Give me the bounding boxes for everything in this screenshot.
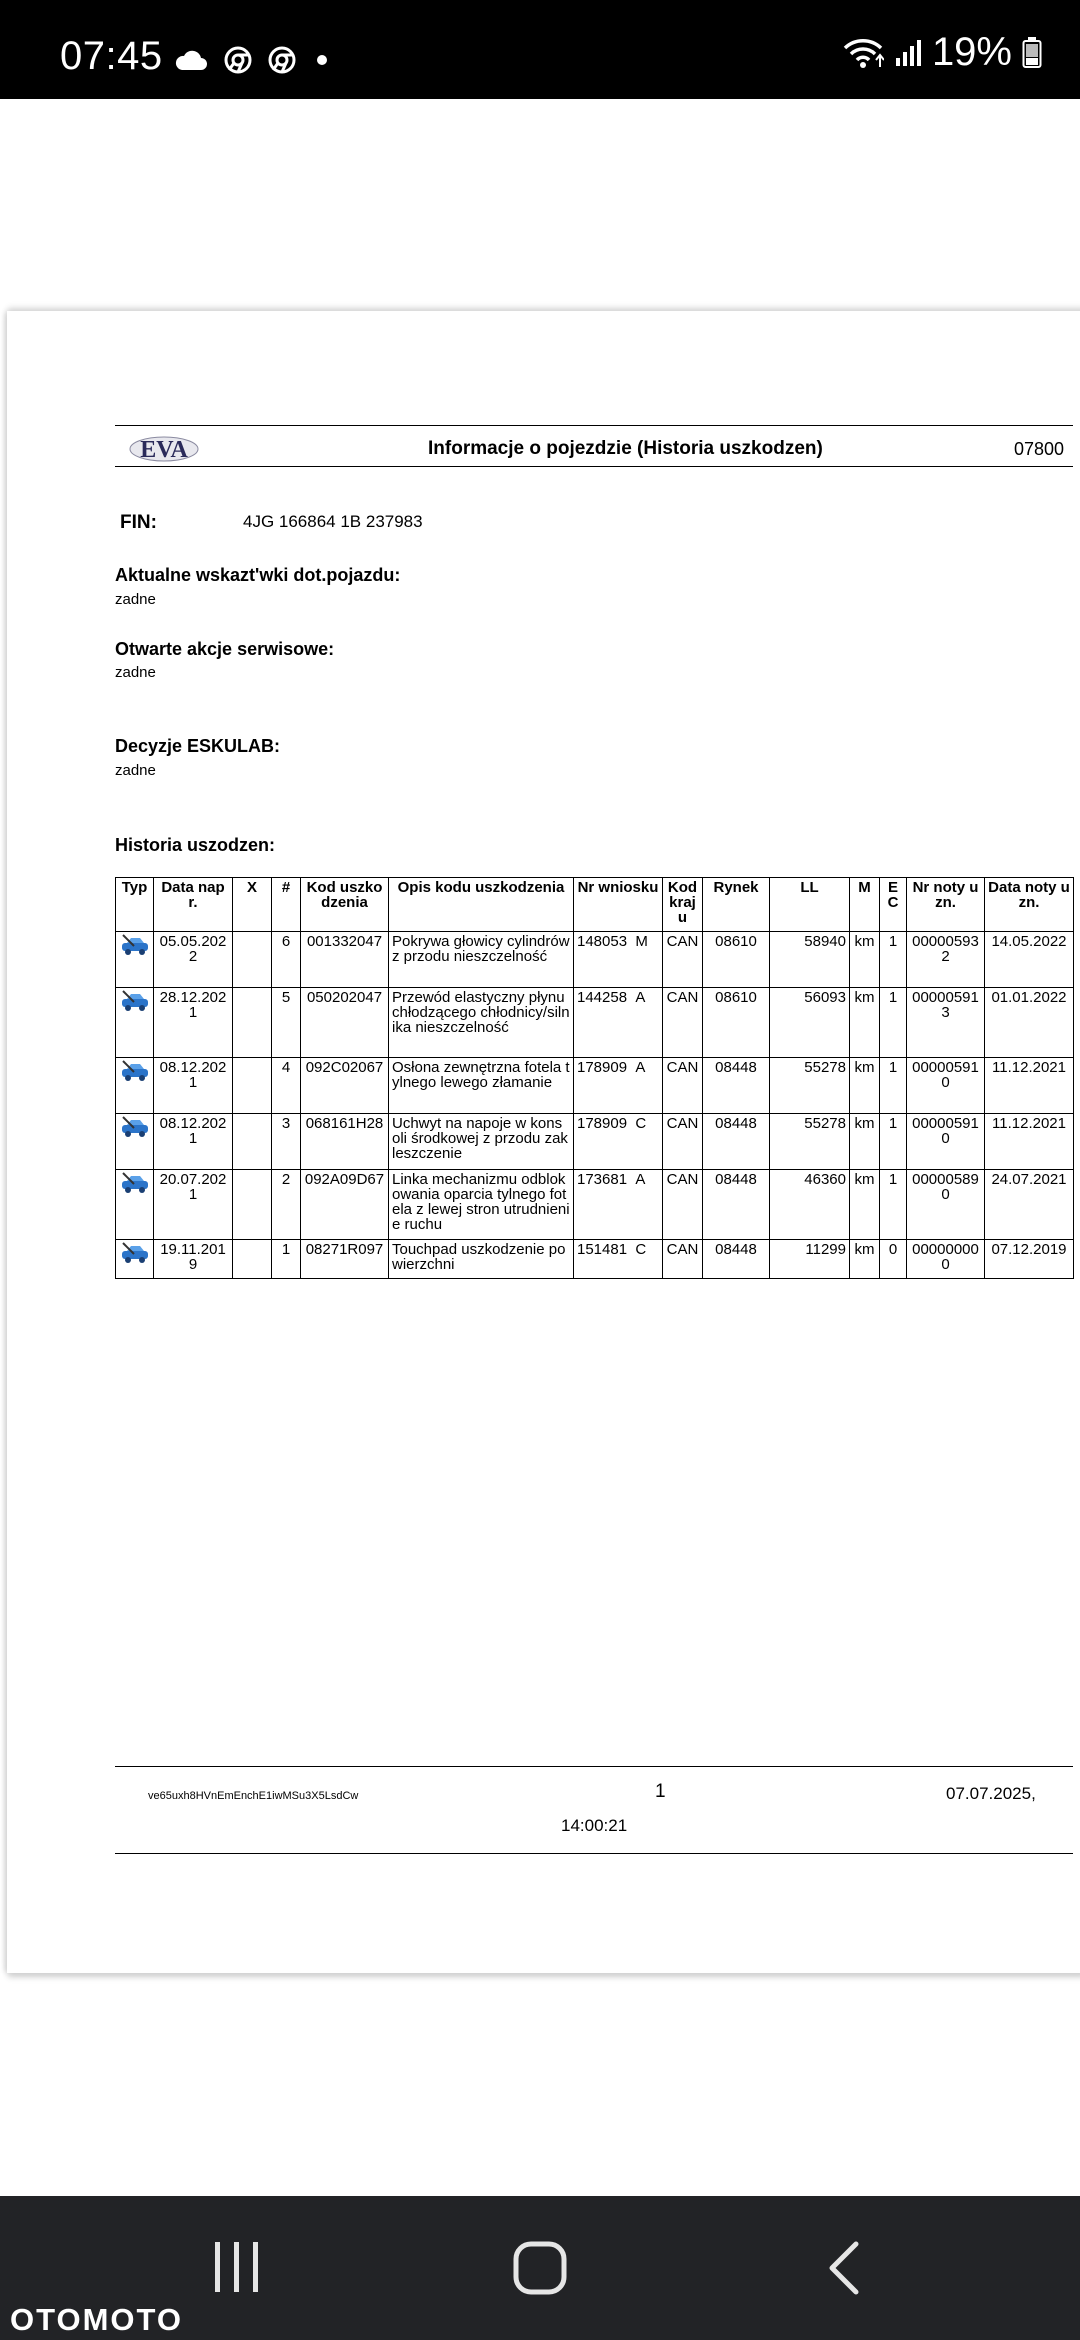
notification-icons — [174, 46, 332, 74]
code-cell: 001332047 — [301, 932, 389, 988]
table-row — [116, 1114, 1074, 1170]
note-date-cell: 11.12.2021 — [985, 1058, 1074, 1114]
fin-label: FIN: — [120, 512, 157, 533]
desc-cell: Uchwyt na napoje w konsoli środkowej z przodu zakleszczenie — [389, 1114, 574, 1170]
back-button[interactable] — [826, 2240, 862, 2296]
car-repair-icon — [120, 1116, 150, 1138]
status-bar — [0, 0, 1080, 99]
col-market: Rynek — [703, 878, 770, 932]
col-code: Kod uszkodzenia — [301, 878, 389, 932]
country-cell: CAN — [663, 1058, 703, 1114]
nr-cell — [574, 1170, 663, 1240]
m-cell: km — [850, 1170, 880, 1240]
car-repair-icon — [120, 934, 150, 956]
num-cell: 1 — [272, 1240, 301, 1279]
footer-page-number: 1 — [655, 1781, 666, 1802]
signal-icon — [894, 38, 922, 68]
col-typ: Typ — [116, 878, 154, 932]
note-date-cell: 14.05.2022 — [985, 932, 1074, 988]
note-date-cell: 24.07.2021 — [985, 1170, 1074, 1240]
x-cell — [233, 1240, 272, 1279]
num-cell: 2 — [272, 1170, 301, 1240]
desc-cell: Przewód elastyczny płynu chłodzącego chłodnicy/silnika nieszczelność — [389, 988, 574, 1058]
note-date-cell: 07.12.2019 — [985, 1240, 1074, 1279]
car-repair-icon — [120, 1060, 150, 1082]
service-actions-value: zadne — [115, 664, 156, 681]
nr-value: 151481 — [577, 1241, 628, 1258]
typ-cell — [116, 1114, 154, 1170]
col-desc: Opis kodu uszkodzenia — [389, 878, 574, 932]
service-actions-label: Otwarte akcje serwisowe: — [115, 639, 335, 659]
col-num: # — [272, 878, 301, 932]
footer-top-rule — [115, 1766, 1073, 1767]
note-cell: 000000000 — [907, 1240, 985, 1279]
nr-suffix: A — [635, 1059, 646, 1076]
ec-cell: 1 — [880, 988, 907, 1058]
code-cell: 068161H28 — [301, 1114, 389, 1170]
ec-cell: 1 — [880, 1114, 907, 1170]
ll-cell: 56093 — [770, 988, 850, 1058]
col-m: M — [850, 878, 880, 932]
note-cell: 000005890 — [907, 1170, 985, 1240]
typ-cell — [116, 1240, 154, 1279]
document-code: 07800 — [1014, 439, 1065, 459]
col-x: X — [233, 878, 272, 932]
col-date: Data napr. — [154, 878, 233, 932]
nr-suffix: A — [635, 989, 646, 1006]
desc-cell: Osłona zewnętrzna fotela tylnego lewego złamanie — [389, 1058, 574, 1114]
nr-value: 173681 — [577, 1171, 628, 1188]
table-row — [116, 988, 1074, 1058]
car-repair-icon — [120, 990, 150, 1012]
table-row — [116, 1240, 1074, 1279]
x-cell — [233, 1170, 272, 1240]
table-row — [116, 932, 1074, 988]
car-repair-icon — [120, 1172, 150, 1194]
desc-cell: Pokrywa głowicy cylindrów z przodu nieszczelność — [389, 932, 574, 988]
nr-suffix: C — [635, 1115, 647, 1132]
col-note: Nr noty uzn. — [907, 878, 985, 932]
date-cell: 05.05.2022 — [154, 932, 233, 988]
note-cell: 000005910 — [907, 1058, 985, 1114]
table-row — [116, 1058, 1074, 1114]
eskulab-label: Decyzje ESKULAB: — [115, 736, 281, 756]
country-cell: CAN — [663, 988, 703, 1058]
note-cell: 000005910 — [907, 1114, 985, 1170]
m-cell: km — [850, 1240, 880, 1279]
footer-bottom-rule — [115, 1853, 1073, 1854]
ll-cell: 46360 — [770, 1170, 850, 1240]
footer-hash: ve65uxh8HVnEmEnchE1iwMSu3X5LsdCw — [148, 1790, 359, 1802]
eva-logo-text: EVA — [140, 437, 188, 463]
code-cell: 08271R097 — [301, 1240, 389, 1279]
col-note-date: Data noty uzn. — [985, 878, 1074, 932]
code-cell: 092C02067 — [301, 1058, 389, 1114]
ll-cell: 55278 — [770, 1114, 850, 1170]
x-cell — [233, 1058, 272, 1114]
typ-cell — [116, 1058, 154, 1114]
otomoto-watermark: OTOMOTO — [10, 2302, 184, 2337]
num-cell: 5 — [272, 988, 301, 1058]
ec-cell: 0 — [880, 1240, 907, 1279]
status-time: 07:45 — [60, 34, 163, 78]
note-cell: 000005932 — [907, 932, 985, 988]
date-cell: 19.11.2019 — [154, 1240, 233, 1279]
battery-icon — [1022, 37, 1042, 69]
nr-value: 148053 — [577, 933, 628, 950]
table-row — [116, 1170, 1074, 1240]
date-cell: 28.12.2021 — [154, 988, 233, 1058]
x-cell — [233, 988, 272, 1058]
nr-value: 178909 — [577, 1115, 628, 1132]
country-cell: CAN — [663, 1170, 703, 1240]
date-cell: 08.12.2021 — [154, 1058, 233, 1114]
header-bottom-rule — [115, 466, 1073, 467]
market-cell: 08610 — [703, 932, 770, 988]
market-cell: 08448 — [703, 1240, 770, 1279]
nr-value: 178909 — [577, 1059, 628, 1076]
ll-cell: 11299 — [770, 1240, 850, 1279]
col-country: Kod kraju — [663, 878, 703, 932]
document-title: Informacje o pojezdzie (Historia uszkodzen) — [428, 438, 823, 459]
typ-cell — [116, 1170, 154, 1240]
nr-cell — [574, 1114, 663, 1170]
country-cell: CAN — [663, 1240, 703, 1279]
desc-cell: Linka mechanizmu odblokowania oparcia tylnego fotela z lewej stron utrudnienie ruchu — [389, 1170, 574, 1240]
date-cell: 20.07.2021 — [154, 1170, 233, 1240]
dot-icon — [312, 50, 332, 70]
eva-logo — [128, 431, 200, 467]
typ-cell — [116, 932, 154, 988]
m-cell: km — [850, 1058, 880, 1114]
note-cell: 000005913 — [907, 988, 985, 1058]
ll-cell: 58940 — [770, 932, 850, 988]
country-cell: CAN — [663, 1114, 703, 1170]
m-cell: km — [850, 1114, 880, 1170]
nr-cell — [574, 932, 663, 988]
wifi-icon — [842, 36, 884, 70]
ec-cell: 1 — [880, 1170, 907, 1240]
status-right — [842, 30, 1042, 75]
footer-time: 14:00:21 — [561, 1816, 628, 1835]
country-cell: CAN — [663, 932, 703, 988]
fin-value: 4JG 166864 1B 237983 — [243, 512, 423, 531]
x-cell — [233, 1114, 272, 1170]
note-date-cell: 01.01.2022 — [985, 988, 1074, 1058]
typ-cell — [116, 988, 154, 1058]
recents-button[interactable] — [212, 2240, 262, 2294]
desc-cell: Touchpad uszkodzenie powierzchni — [389, 1240, 574, 1279]
m-cell: km — [850, 988, 880, 1058]
market-cell: 08448 — [703, 1058, 770, 1114]
nr-suffix: M — [635, 933, 648, 950]
num-cell: 4 — [272, 1058, 301, 1114]
market-cell: 08448 — [703, 1170, 770, 1240]
num-cell: 3 — [272, 1114, 301, 1170]
ec-cell: 1 — [880, 1058, 907, 1114]
table-body — [116, 932, 1074, 1279]
table-header-row — [116, 878, 1074, 932]
nr-suffix: C — [635, 1241, 647, 1258]
cloud-icon — [174, 49, 208, 71]
nr-suffix: A — [635, 1171, 646, 1188]
eskulab-value: zadne — [115, 762, 156, 779]
hints-label: Aktualne wskazt'wki dot.pojazdu: — [115, 565, 401, 585]
m-cell: km — [850, 932, 880, 988]
damage-history-table — [115, 877, 1074, 1279]
market-cell: 08610 — [703, 988, 770, 1058]
code-cell: 092A09D67 — [301, 1170, 389, 1240]
market-cell: 08448 — [703, 1114, 770, 1170]
header-top-rule — [115, 425, 1073, 426]
car-repair-icon — [120, 1242, 150, 1264]
date-cell: 08.12.2021 — [154, 1114, 233, 1170]
nr-value: 144258 — [577, 989, 628, 1006]
num-cell: 6 — [272, 932, 301, 988]
hints-value: zadne — [115, 591, 156, 608]
nr-cell — [574, 1240, 663, 1279]
x-cell — [233, 932, 272, 988]
chrome-icon — [224, 46, 252, 74]
footer-date: 07.07.2025, — [946, 1784, 1036, 1803]
history-label: Historia uszodzen: — [115, 835, 276, 855]
chrome-icon — [268, 46, 296, 74]
col-ll: LL — [770, 878, 850, 932]
battery-percent: 19% — [931, 30, 1012, 74]
ll-cell: 55278 — [770, 1058, 850, 1114]
home-button[interactable] — [512, 2240, 568, 2296]
ec-cell: 1 — [880, 932, 907, 988]
code-cell: 050202047 — [301, 988, 389, 1058]
col-ec: EC — [880, 878, 907, 932]
note-date-cell: 11.12.2021 — [985, 1114, 1074, 1170]
nr-cell — [574, 988, 663, 1058]
nr-cell — [574, 1058, 663, 1114]
col-nr: Nr wniosku — [574, 878, 663, 932]
